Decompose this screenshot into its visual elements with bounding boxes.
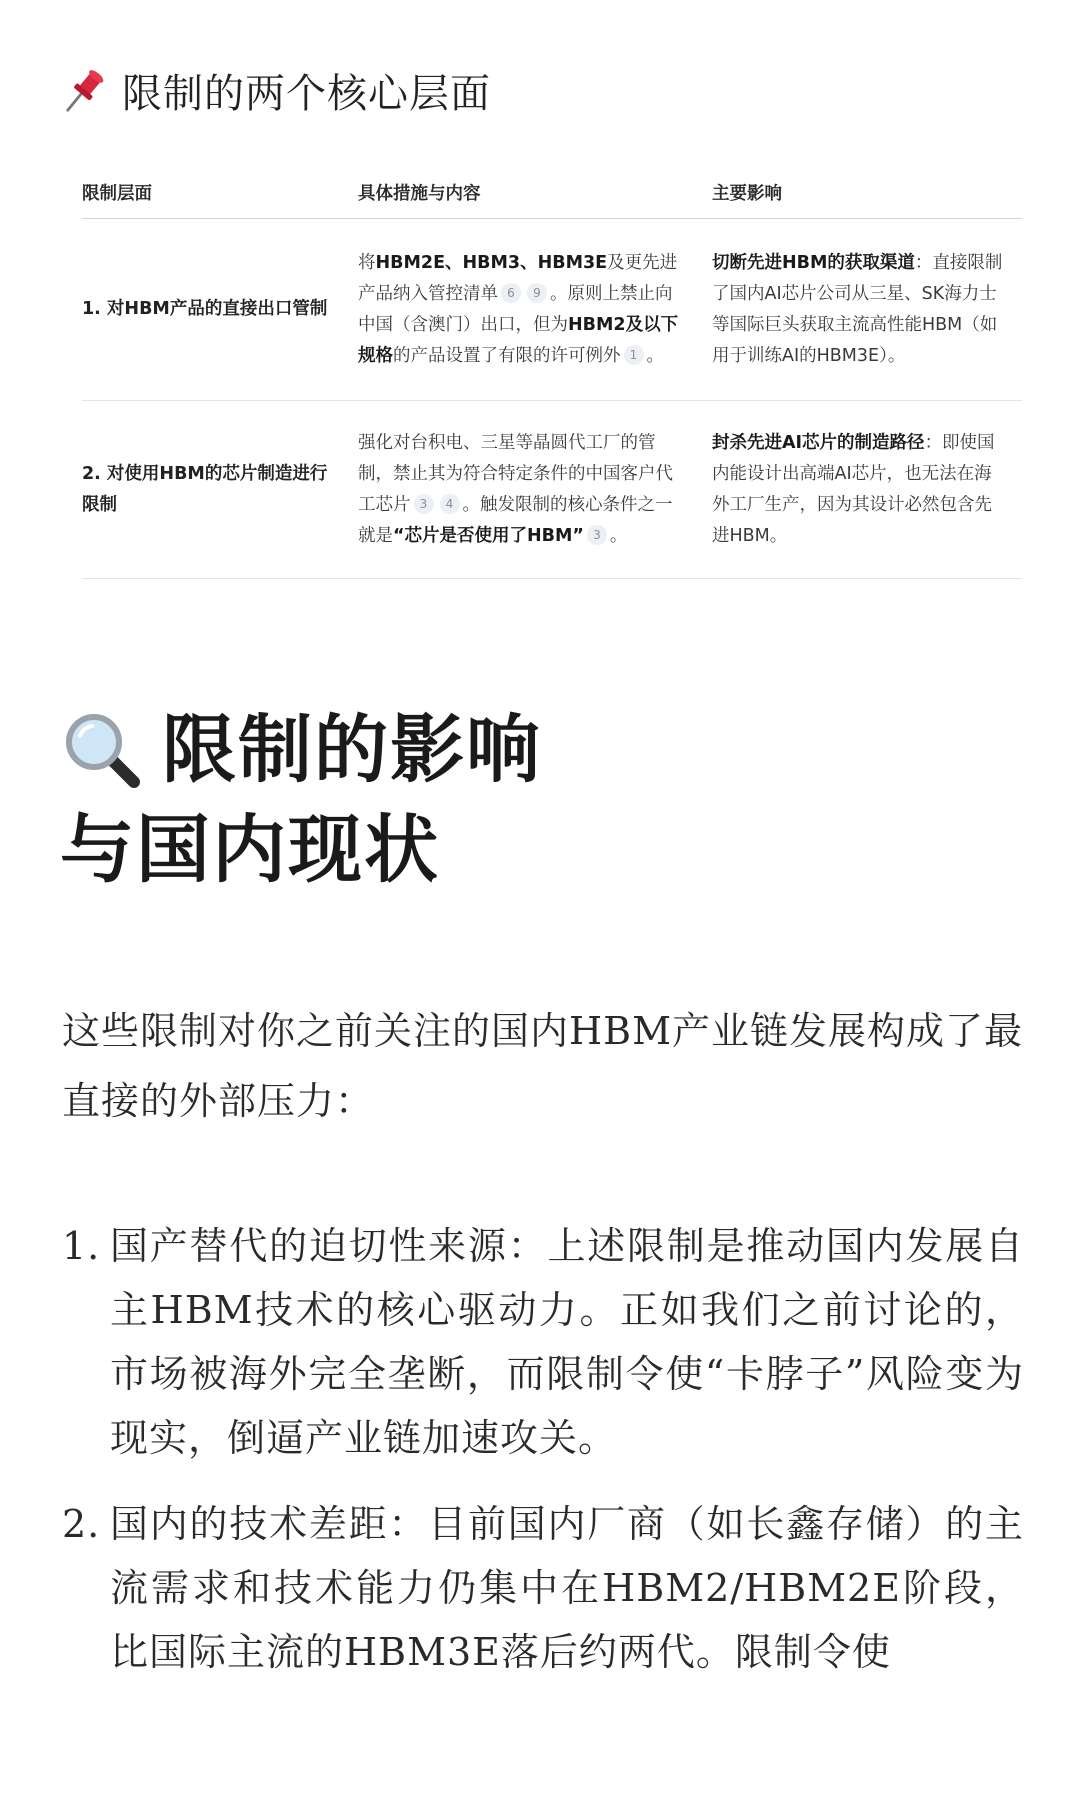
table-row (82, 219, 1022, 401)
list-number: 2. (62, 1502, 101, 1546)
numbered-list (62, 1214, 1024, 1706)
column-header: 限制层面 (82, 166, 358, 219)
column-header: 主要影响 (712, 166, 1022, 219)
text-fragment: 。 (646, 345, 664, 366)
intro-paragraph: 这些限制对你之前关注的国内HBM产业链发展构成了最直接的外部压力： (62, 1009, 1023, 1123)
table-header-row (82, 166, 1022, 219)
text-fragment: ：直接限制了国内AI芯片公司从三星、SK海力士等国际巨头获取主流高性能HBM（如用于训练AI的HBM3E）。 (712, 252, 1003, 366)
list-item-text: 国产替代的迫切性来源：上述限制是推动国内发展自主HBM技术的核心驱动力。正如我们之前讨论的，市场被海外完全垄断，而限制令使“卡脖子”风险变为现实，倒逼产业链加速攻关。 (110, 1224, 1024, 1460)
text-fragment: 。触发限制的核心条件之一就是 (358, 494, 673, 546)
measure-cell (358, 401, 712, 579)
restriction-level-cell: 2. 对使用HBM的芯片制造进行限制 (82, 401, 358, 579)
citation-badge[interactable]: 6 (501, 283, 521, 303)
bold-text: 封杀先进AI芯片的制造路径 (712, 432, 925, 453)
heading-line (60, 800, 542, 900)
bold-text: 切断先进HBM的获取渠道 (712, 252, 915, 273)
magnifying-glass-icon (60, 708, 144, 792)
impact-cell (712, 401, 1022, 579)
text-fragment: 的产品设置了有限的许可例外 (393, 345, 621, 366)
text-fragment: 强化对台积电、三星等晶圆代工厂的管制，禁止其为符合特定条件的中国客户代工芯片 (358, 432, 673, 515)
text-fragment: 及更先进产品纳入管控清单 (358, 252, 678, 304)
restriction-table (82, 166, 1022, 579)
section-title-text: 限制的两个核心层面 (122, 71, 491, 117)
citation-badge[interactable]: 4 (440, 494, 460, 514)
bold-text: HBM2E、HBM3、HBM3E (375, 252, 608, 273)
list-item-text: 国内的技术差距：目前国内厂商（如长鑫存储）的主流需求和技术能力仍集中在HBM2/HBM2E阶段，比国际主流的HBM3E落后约两代。限制令使 (110, 1502, 1024, 1674)
text-fragment: ：即使国内能设计出高端AI芯片，也无法在海外工厂生产，因为其设计必然包含先进HBM。 (712, 432, 995, 546)
restriction-level-cell: 1. 对HBM产品的直接出口管制 (82, 219, 358, 401)
bold-text: HBM2及以下规格 (358, 314, 679, 366)
citation-badge[interactable]: 9 (527, 283, 547, 303)
heading-line (60, 700, 542, 800)
page-heading (60, 700, 542, 900)
text-fragment: 将 (358, 252, 376, 273)
list-item (62, 1492, 1024, 1684)
list-item (62, 1214, 1024, 1470)
heading-line-2: 与国内现状 (60, 807, 440, 893)
measure-cell (358, 219, 712, 401)
citation-badge[interactable]: 3 (414, 494, 434, 514)
text-fragment: 。 (609, 525, 628, 546)
pushpin-icon (62, 68, 108, 114)
text-fragment: 。原则上禁止向中国（含澳门）出口，但为 (358, 283, 673, 335)
citation-badge[interactable]: 1 (624, 345, 644, 365)
citation-badge[interactable]: 3 (587, 525, 607, 545)
column-header: 具体措施与内容 (358, 166, 712, 219)
section-title (62, 62, 491, 119)
bold-text: “芯片是否使用了HBM” (393, 525, 584, 546)
list-number: 1. (62, 1224, 101, 1268)
table-row (82, 401, 1022, 579)
heading-line-1: 限制的影响 (162, 707, 542, 793)
impact-cell (712, 219, 1022, 401)
